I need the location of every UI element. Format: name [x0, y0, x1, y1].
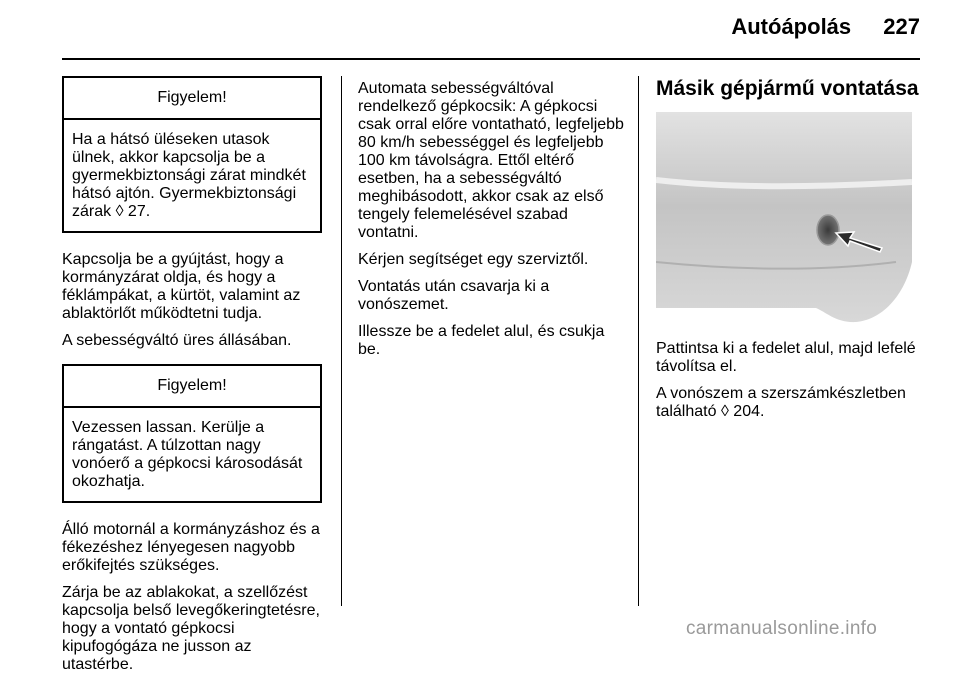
warning-text-2: Vezessen lassan. Kerülje a rángatást. A túlzottan nagy vonóerő a gépkocsi károsodását okozhatja. [72, 419, 303, 490]
warning-box-2 [62, 364, 322, 503]
watermark: carmanualsonline.info [686, 618, 878, 639]
paragraph-unscrew: Vontatás után csavarja ki a vonószemet. [358, 278, 550, 313]
column-2 [358, 80, 624, 368]
paragraph-service: Kérjen segítséget egy szerviztől. [358, 251, 589, 268]
paragraph-neutral: A sebességváltó üres állásában. [62, 332, 292, 349]
paragraph-windows: Zárja be az ablakokat, a szellőzést kapcsolja belső levegőkeringtetésre, hogy a vontató gépkocsi kipufogógáza ne jusson az utastérbe. [62, 584, 320, 673]
column-1 [62, 76, 322, 683]
paragraph-ignition: Kapcsolja be a gyújtást, hogy a kormányzárat oldja, és hogy a féklámpákat, a kürtöt, valamint az ablaktörlőt működtetni tudja. [62, 251, 301, 322]
page-header [731, 14, 920, 40]
header-rule [62, 58, 920, 60]
paragraph-engine-off: Álló motornál a kormányzáshoz és a fékezéshez lényegesen nagyobb erőkifejtés szükséges. [62, 521, 320, 574]
page-number: 227 [883, 14, 920, 39]
warning-box-1 [62, 76, 322, 233]
paragraph-cover: Illessze be a fedelet alul, és csukja be. [358, 323, 605, 358]
paragraph-toolkit: A vonószem a szerszámkészletben található ◊ 204. [656, 385, 906, 420]
paragraph-automatic: Automata sebességváltóval rendelkező gépkocsik: A gépkocsi csak orral előre vontatható, legfeljebb 80 km/h sebességgel és legfeljebb 100 km távolságra. Ettől eltérő esetben, ha a sebességváltó meghibásodott, akkor csak az első tengely felemelésével szabad vontatni. [358, 80, 624, 241]
towing-eye-cover-illustration [656, 112, 912, 324]
warning-title-2: Figyelem! [64, 366, 320, 408]
warning-title-1: Figyelem! [64, 78, 320, 120]
column-divider-1 [341, 76, 342, 606]
section-title: Autóápolás [731, 14, 852, 39]
column-3 [656, 76, 922, 430]
paragraph-remove-cover: Pattintsa ki a fedelet alul, majd lefelé távolítsa el. [656, 340, 916, 375]
section-heading: Másik gépjármű vontatása [656, 77, 919, 100]
warning-text-1: Ha a hátsó üléseken utasok ülnek, akkor kapcsolja be a gyermekbiztonsági zárat mindkét hátsó ajtón. Gyermekbiztonsági zárak ◊ 27. [72, 131, 306, 220]
column-divider-2 [638, 76, 639, 606]
